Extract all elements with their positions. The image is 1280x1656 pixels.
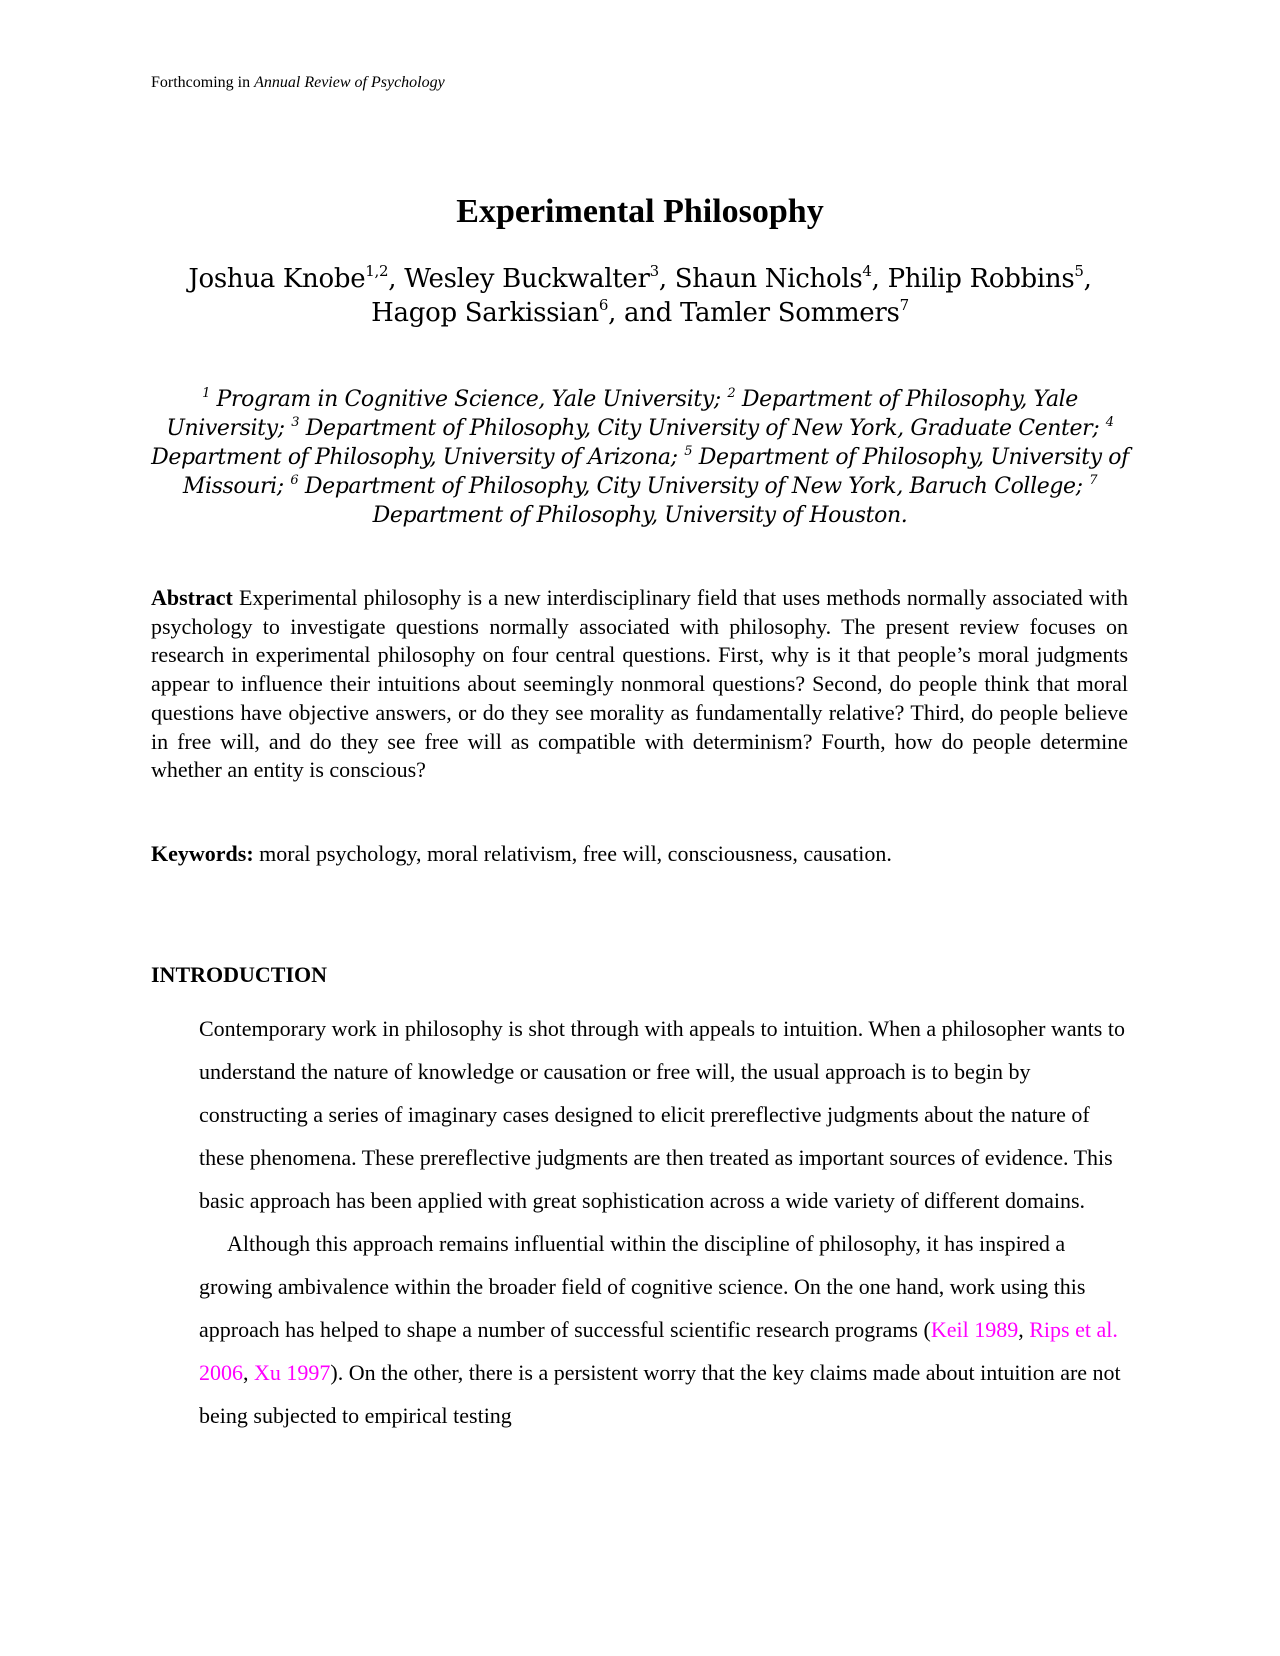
citation-separator: , bbox=[1018, 1317, 1030, 1342]
keywords bbox=[151, 840, 1128, 868]
affiliation-text: Department of Philosophy, University of Arizona; bbox=[151, 445, 685, 470]
author-separator: , bbox=[658, 264, 675, 294]
author-affiliation-number: 1,2 bbox=[365, 262, 389, 280]
introduction-body bbox=[199, 1007, 1134, 1437]
citation-link[interactable]: Rips et al. 2006 bbox=[199, 1317, 1118, 1385]
author-affiliation-number: 5 bbox=[1074, 262, 1084, 280]
author-separator: , bbox=[388, 264, 405, 294]
affiliation-number: 3 bbox=[291, 415, 300, 430]
author-separator: , bbox=[1083, 264, 1092, 294]
author-name: Shaun Nichols bbox=[674, 264, 863, 294]
author-separator: , bbox=[871, 264, 888, 294]
affiliation-text: Program in Cognitive Science, Yale University; bbox=[209, 387, 728, 412]
citation-link[interactable]: Keil 1989 bbox=[930, 1317, 1019, 1342]
citation-separator: , bbox=[243, 1360, 254, 1385]
affiliation-list bbox=[150, 385, 1130, 530]
affiliation-text: Department of Philosophy, City University of New York, Baruch College; bbox=[298, 474, 1090, 499]
affiliation-text: Department of Philosophy, Yale University; bbox=[166, 387, 1078, 441]
paragraph-text: Although this approach remains influential within the discipline of philosophy, it has inspired a growing ambivalence within the broader field of cognitive science. On the one hand, work using this approach has helped to shape a number of successful scientific research programs ( bbox=[199, 1231, 1086, 1342]
author-affiliation-number: 7 bbox=[899, 296, 909, 314]
abstract bbox=[151, 584, 1128, 785]
paragraph-text: ). On the other, there is a persistent worry that the key claims made about intuition are not being subjected to empirical testing bbox=[199, 1360, 1121, 1428]
affiliation-number: 6 bbox=[290, 473, 299, 488]
author-list bbox=[160, 262, 1120, 330]
affiliation-text: Department of Philosophy, City University of New York, Graduate Center; bbox=[299, 416, 1106, 441]
running-head bbox=[151, 74, 445, 92]
affiliation-text: Department of Philosophy, University of Houston. bbox=[372, 503, 908, 528]
keywords-text: moral psychology, moral relativism, free will, consciousness, causation. bbox=[253, 841, 892, 866]
author-affiliation-number: 3 bbox=[649, 262, 659, 280]
journal-name: Annual Review of Psychology bbox=[254, 74, 445, 91]
author-name: Philip Robbins bbox=[887, 264, 1075, 294]
author-affiliation-number: 4 bbox=[862, 262, 872, 280]
paragraph bbox=[199, 1222, 1134, 1437]
paper-title: Experimental Philosophy bbox=[456, 193, 824, 230]
keywords-label: Keywords: bbox=[151, 841, 254, 866]
author-name: Tamler Sommers bbox=[679, 298, 900, 328]
affiliation-number: 1 bbox=[202, 386, 210, 401]
author-name: Wesley Buckwalter bbox=[404, 264, 650, 294]
affiliation-text: Department of Philosophy, University of Missouri; bbox=[182, 445, 1129, 499]
affiliation-number: 5 bbox=[684, 444, 693, 459]
author-name: Joshua Knobe bbox=[188, 264, 366, 294]
author-name: Hagop Sarkissian bbox=[371, 298, 599, 328]
affiliation-number: 4 bbox=[1105, 415, 1114, 430]
abstract-text: Experimental philosophy is a new interdisciplinary field that uses methods normally associated with psychology to investigate questions normally associated with philosophy. The present review focuses on research in experimental philosophy on four central questions. First, why is it that people’s moral judgments appear to influence their intuitions about seemingly nonmoral questions? Second, do people think that moral questions have objective answers, or do they see morality as fundamentally relative? Third, do people believe in free will, and do they see free will as compatible with determinism? Fourth, how do people determine whether an entity is conscious? bbox=[151, 585, 1128, 783]
section-heading-introduction: INTRODUCTION bbox=[151, 962, 328, 987]
author-separator: , and bbox=[608, 298, 680, 328]
author-affiliation-number: 6 bbox=[598, 296, 609, 314]
affiliation-number: 2 bbox=[727, 386, 736, 401]
abstract-label: Abstract bbox=[151, 585, 233, 610]
affiliation-number: 7 bbox=[1089, 473, 1098, 488]
paragraph: Contemporary work in philosophy is shot through with appeals to intuition. When a philosopher wants to understand the nature of knowledge or causation or free will, the usual approach is to begin by constructing a series of imaginary cases designed to elicit prereflective judgments about the nature of these phenomena. These prereflective judgments are then treated as important sources of evidence. This basic approach has been applied with great sophistication across a wide variety of different domains. bbox=[199, 1016, 1125, 1213]
citation-link[interactable]: Xu 1997 bbox=[254, 1360, 331, 1385]
running-head-prefix: Forthcoming in bbox=[151, 74, 255, 91]
